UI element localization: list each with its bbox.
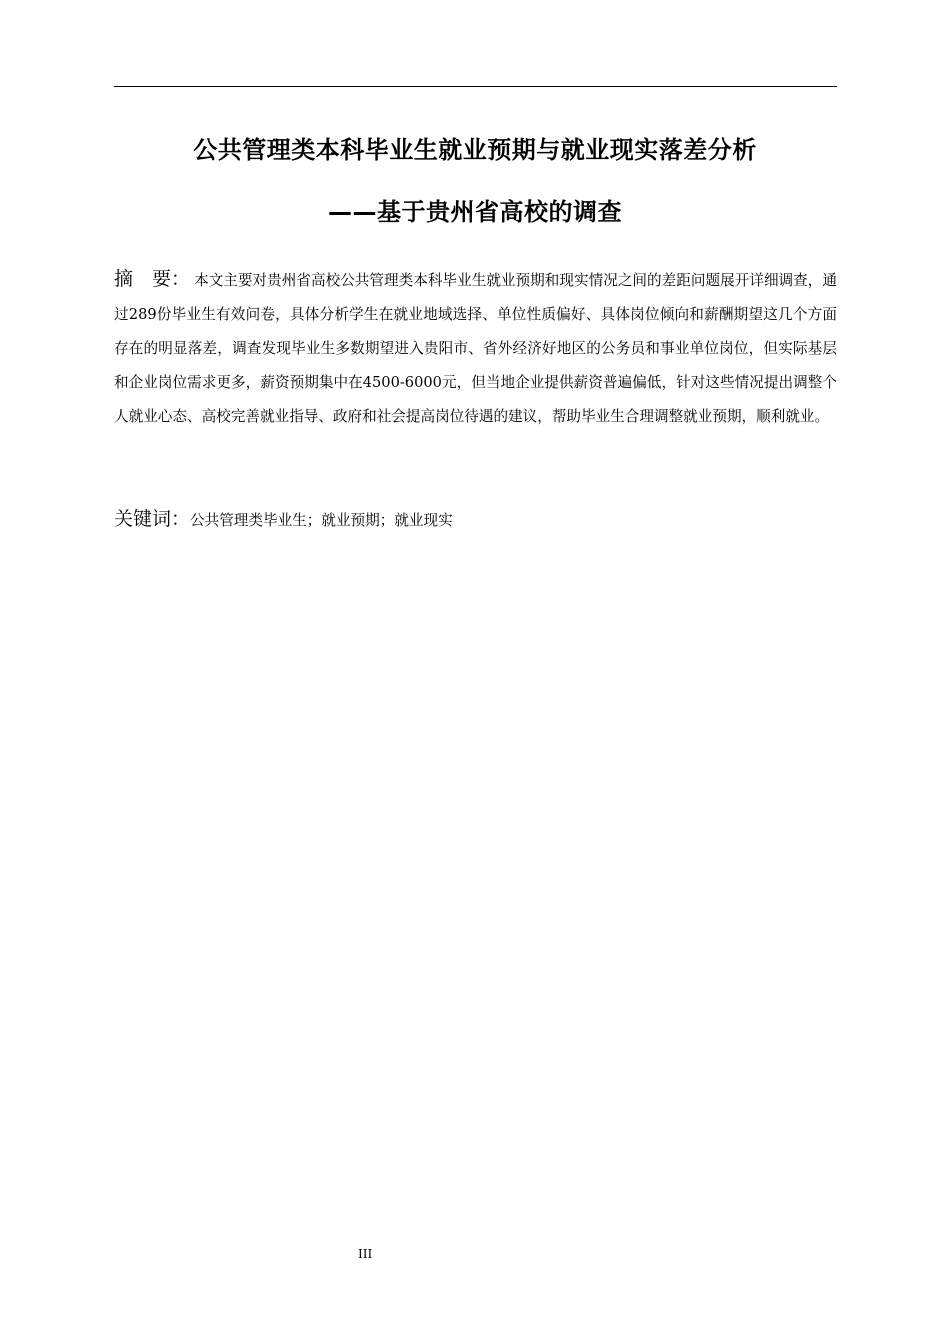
- keywords-section: [114, 504, 837, 536]
- abstract-section: [114, 262, 837, 434]
- abstract-text: 本文主要对贵州省高校公共管理类本科毕业生就业预期和现实情况之间的差距问题展开详细调查，通过289份毕业生有效问卷，具体分析学生在就业地域选择、单位性质偏好、具体岗位倾向和薪酬期望这几个方面存在的明显落差，调查发现毕业生多数期望进入贵阳市、省外经济好地区的公务员和事业单位岗位，但实际基层和企业岗位需求更多，薪资预期集中在4500-6000元，但当地企业提供薪资普遍偏低，针对这些情况提出调整个人就业心态、高校完善就业指导、政府和社会提高岗位待遇的建议，帮助毕业生合理调整就业预期，顺利就业。: [114, 272, 837, 425]
- paper-title: 公共管理类本科毕业生就业预期与就业现实落差分析: [193, 136, 757, 164]
- abstract-label: 摘 要：: [114, 268, 191, 290]
- header-rule: [114, 86, 837, 87]
- paper-subtitle: ——基于贵州省高校的调查: [328, 198, 622, 226]
- page-number: III: [358, 1247, 373, 1261]
- keywords-label: 关键词：: [114, 508, 191, 530]
- keywords-text: 公共管理类毕业生；就业预期；就业现实: [190, 512, 453, 529]
